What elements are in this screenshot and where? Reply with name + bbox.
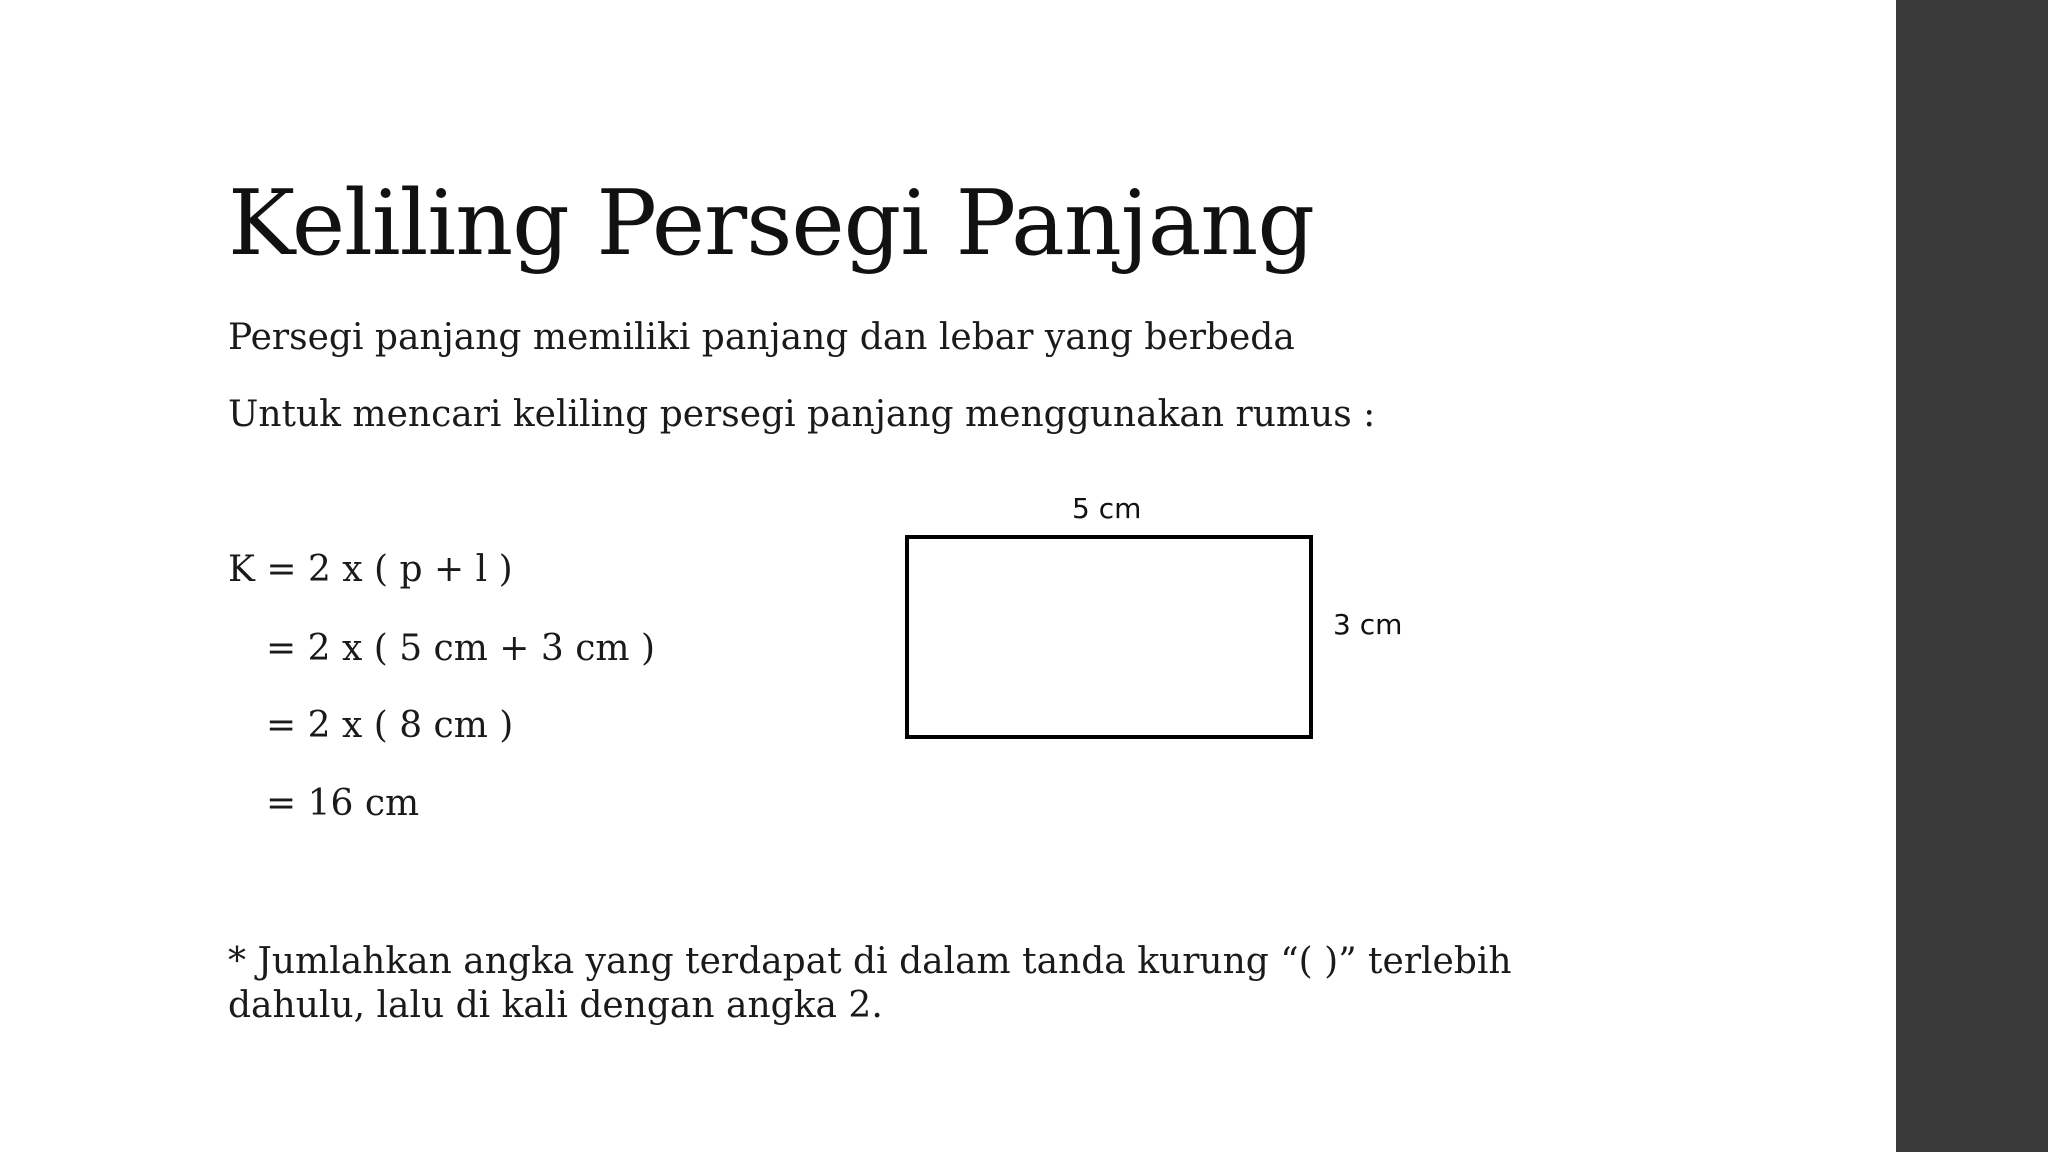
length-label: 5 cm [1072, 492, 1142, 525]
formula-line-3: = 2 x ( 8 cm ) [266, 705, 514, 746]
slide-title: Keliling Persegi Panjang [228, 171, 1314, 276]
intro-text-1: Persegi panjang memiliki panjang dan lebar yang berbeda [228, 317, 1295, 358]
formula-line-2: = 2 x ( 5 cm + 3 cm ) [266, 628, 656, 669]
formula-line-4: = 16 cm [266, 783, 420, 824]
width-label: 3 cm [1333, 608, 1403, 641]
rectangle-shape [905, 535, 1313, 739]
note-text: * Jumlahkan angka yang terdapat di dalam tanda kurung “( )” terlebih dahulu, lalu di kali dengan angka 2. [228, 941, 1512, 1026]
side-bar [1896, 0, 2048, 1152]
rectangle-diagram [880, 480, 1440, 760]
formula-line-1: K = 2 x ( p + l ) [228, 549, 513, 590]
intro-text-2: Untuk mencari keliling persegi panjang menggunakan rumus : [228, 394, 1376, 435]
